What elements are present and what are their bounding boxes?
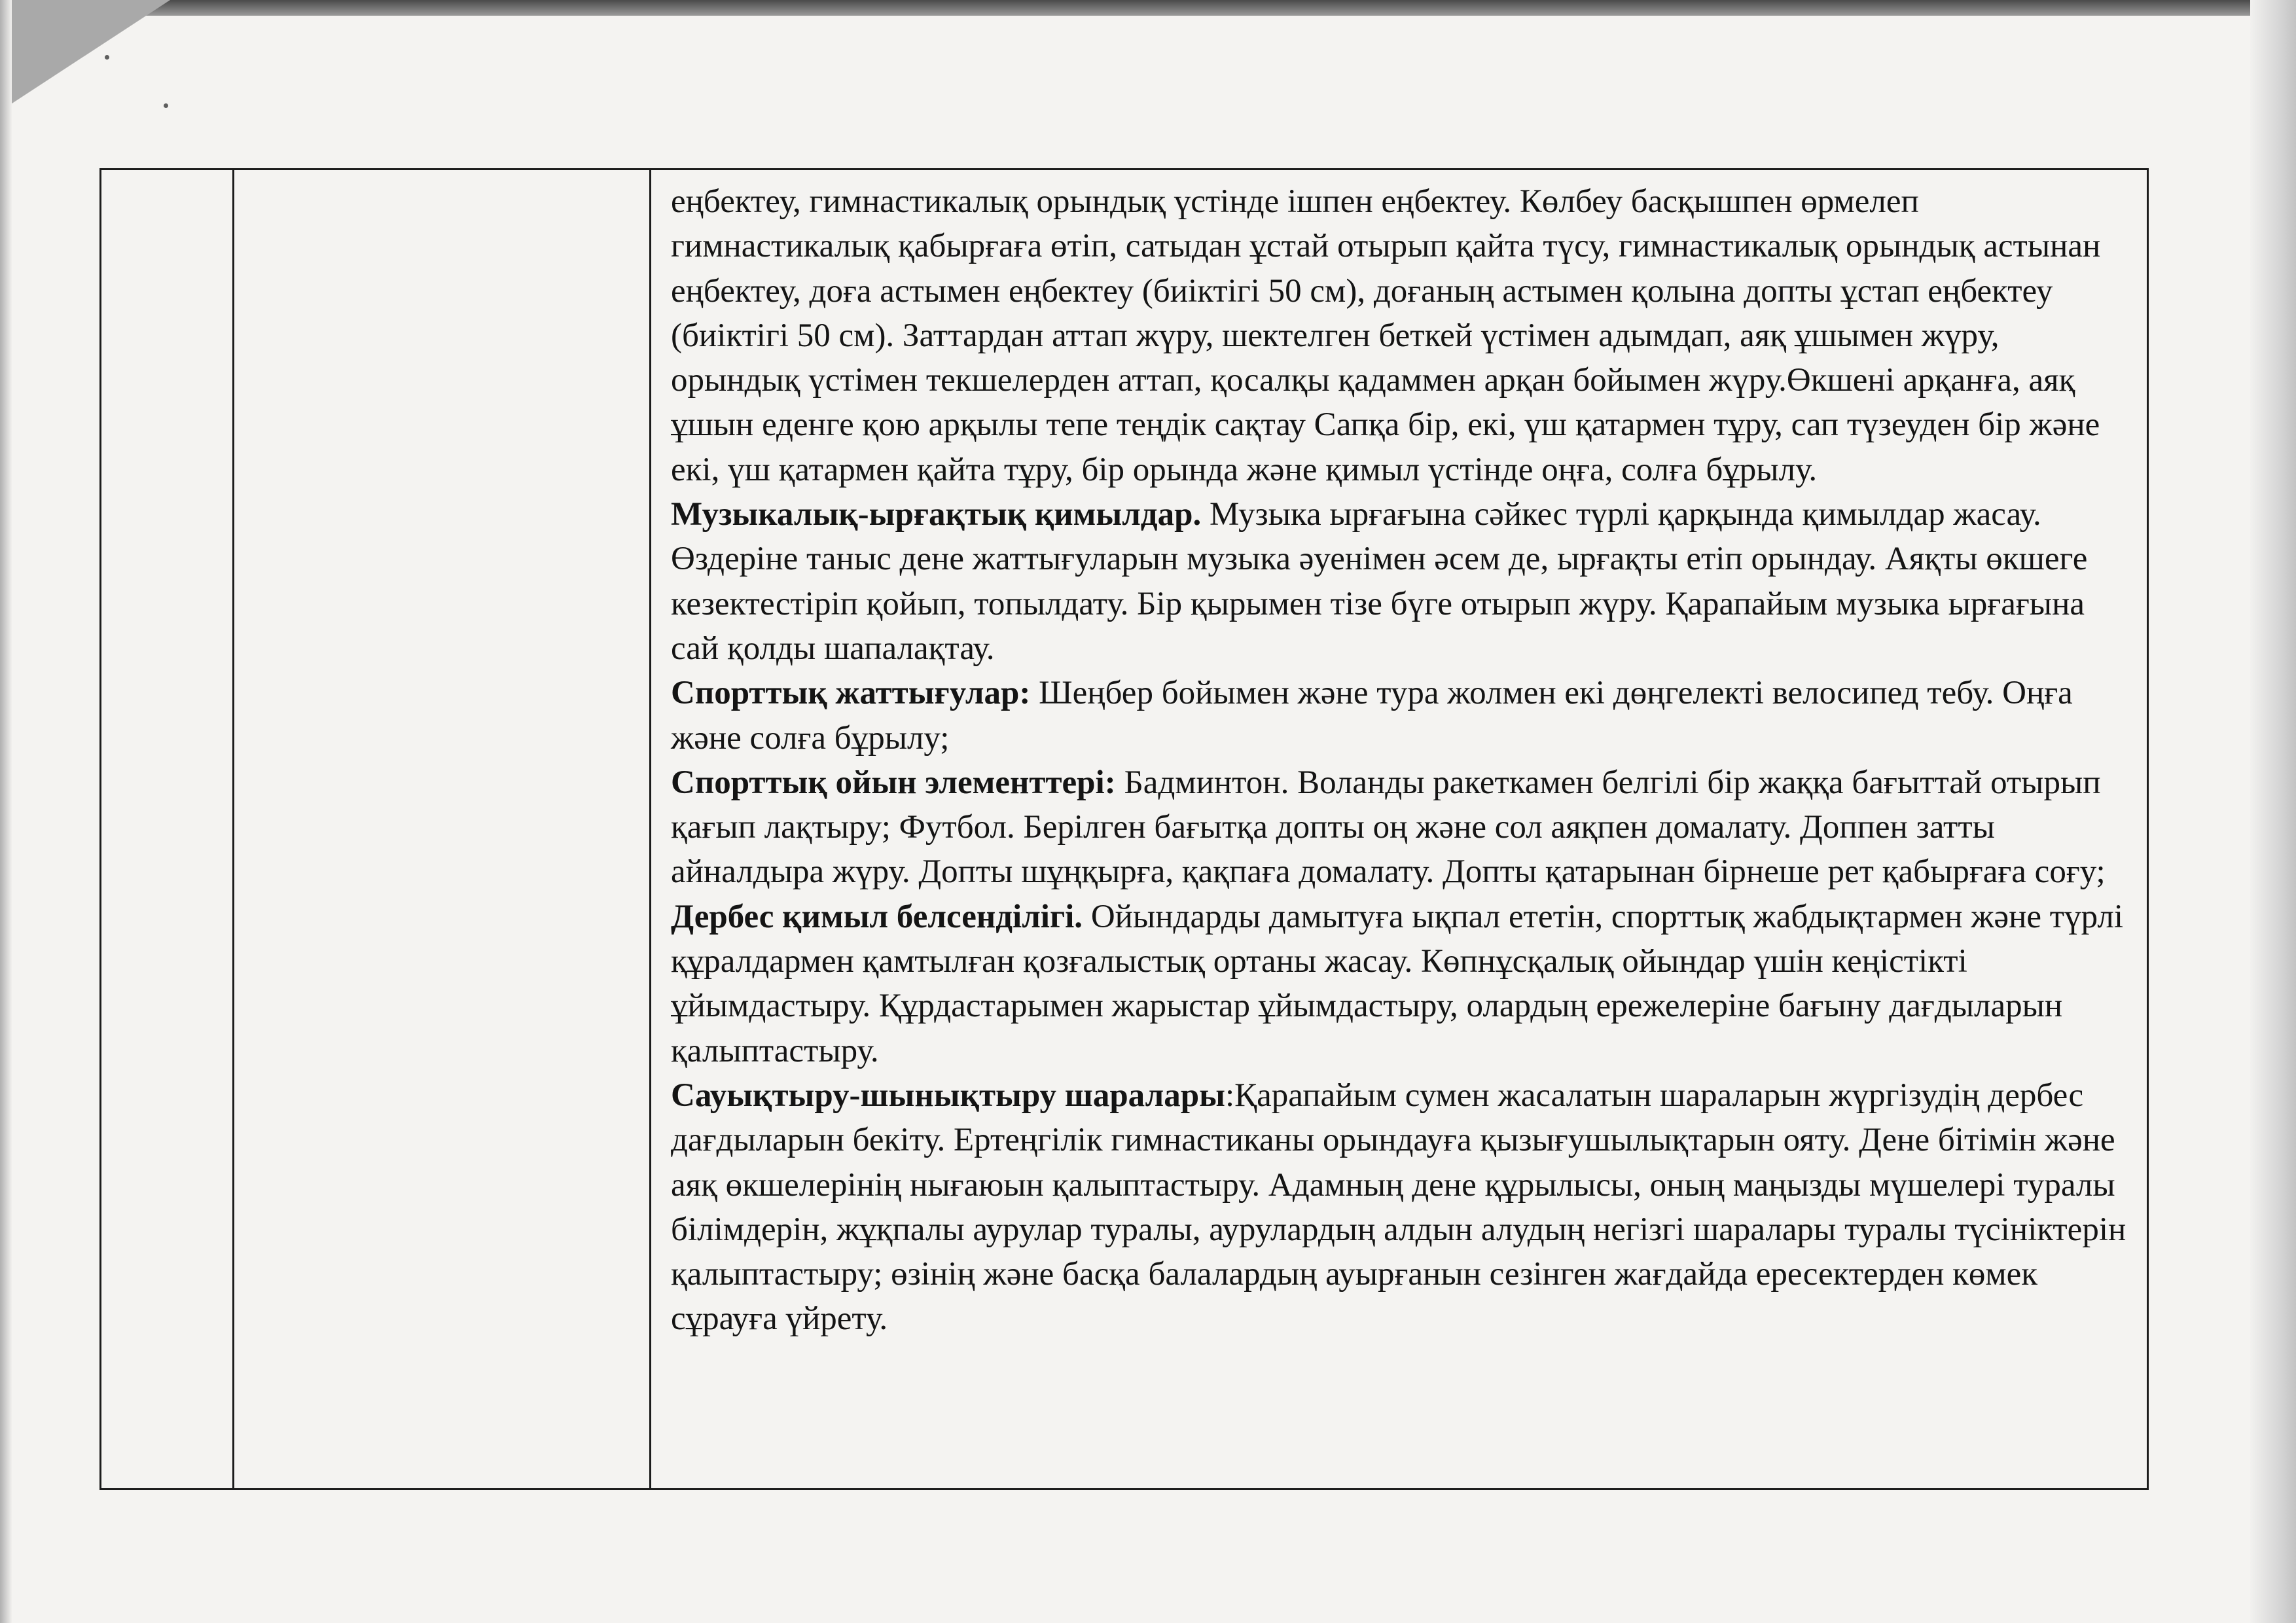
section-title: Сауықтыру-шынықтыру шаралары (671, 1077, 1225, 1114)
scan-right-edge (2250, 0, 2296, 1623)
section-text: Шеңбер бойымен және тура жолмен екі дөңгелекті велосипед тебу. Оңға және солға бұрылу; (671, 675, 2073, 757)
section-text: Ойындарды дамытуға ықпал ететін, спорттық жабдықтармен және түрлі құралдармен қамтылған қозғалыстық ортаны жасау. Көпнұсқалық ойындар үшін кеңістікті ұйымдастыру. Құрдастарымен жарыстар ұйымдастыру, олардың ережелеріне бағыну дағдыларын қалыптастыру. (671, 898, 2124, 1069)
section-paragraph (671, 1073, 2127, 1342)
scan-left-edge (0, 0, 12, 1623)
intro-paragraph: еңбектеу, гимнастикалық орындық үстінде ішпен еңбектеу. Көлбеу басқышпен өрмелеп гимнастикалық қабырғаға өтіп, сатыдан ұстай отырып қайта түсу, гимнастикалық орындық астынан еңбектеу, доға астымен еңбектеу (биіктігі 50 см), доғаның астымен қолына допты ұстап еңбектеу (биіктігі 50 см). Заттардан аттап жүру, шектелген беткей үстімен адымдап, аяқ ұшымен жүру, орындық үстімен текшелерден аттап, қосалқы қадаммен арқан бойымен жүру.Өкшені арқанға, аяқ ұшын еденге қою арқылы тепе теңдік сақтау Сапқа бір, екі, үш қатармен тұру, сап түзеуден бір және екі, үш қатармен қайта тұру, бір орында және қимыл үстінде оңға, солға бұрылу. (671, 183, 2101, 488)
table-column-empty-wide (234, 170, 651, 1488)
section-title: Спорттық ойын элементтері: (671, 764, 1116, 801)
scan-speck (105, 55, 109, 60)
section-title: Музыкалық-ырғақтық қимылдар. (671, 496, 1202, 533)
table-column-empty-narrow (101, 170, 234, 1488)
section-paragraph (671, 895, 2127, 1073)
section-title: Спорттық жаттығулар: (671, 675, 1031, 712)
scan-top-edge (0, 0, 2296, 16)
section-paragraph (671, 760, 2127, 895)
table-content-cell (651, 170, 2147, 1488)
scan-folded-corner (0, 0, 170, 111)
scan-speck (164, 103, 168, 108)
section-title: Дербес қимыл белсенділігі. (671, 898, 1083, 935)
section-text: Бадминтон. Воланды ракеткамен белгілі бір жаққа бағыттай отырып қағып лақтыру; Футбол. Берілген бағытқа допты оң және сол аяқпен домалату. Доппен затты айналдыра жүру. Допты шұңқырға, қақпаға домалату. Допты қатарынан бірнеше рет қабырғаға соғу; (671, 764, 2106, 891)
section-paragraph (671, 671, 2127, 760)
section-paragraph (671, 492, 2127, 671)
curriculum-table (99, 168, 2149, 1490)
section-text: Музыка ырғағына сәйкес түрлі қарқында қимылдар жасау. Өздеріне таныс дене жаттығуларын музыка әуенімен әсем де, ырғақты етіп орындау. Аяқты өкшеге кезектестіріп қойып, топылдату. Бір қырымен тізе бүге отырып жүру. Қарапайым музыка ырғағына сай қолды шапалақтау. (671, 496, 2088, 667)
section-text: :Қарапайым сумен жасалатын шараларын жүргізудің дербес дағдыларын бекіту. Ертеңгілік гимнастиканы орындауға қызығушылықтарын ояту. Дене бітімін және аяқ өкшелерінің нығаюын қалыптастыру. Адамның дене құрылысы, оның маңызды мүшелері туралы білімдерін, жұқпалы аурулар туралы, аурулардың алдын алудың негізгі шаралары туралы түсініктерін қалыптастыру; өзінің және басқа балалардың ауырғанын сезінген жағдайда ересектерден көмек сұрауға үйрету. (671, 1077, 2126, 1338)
